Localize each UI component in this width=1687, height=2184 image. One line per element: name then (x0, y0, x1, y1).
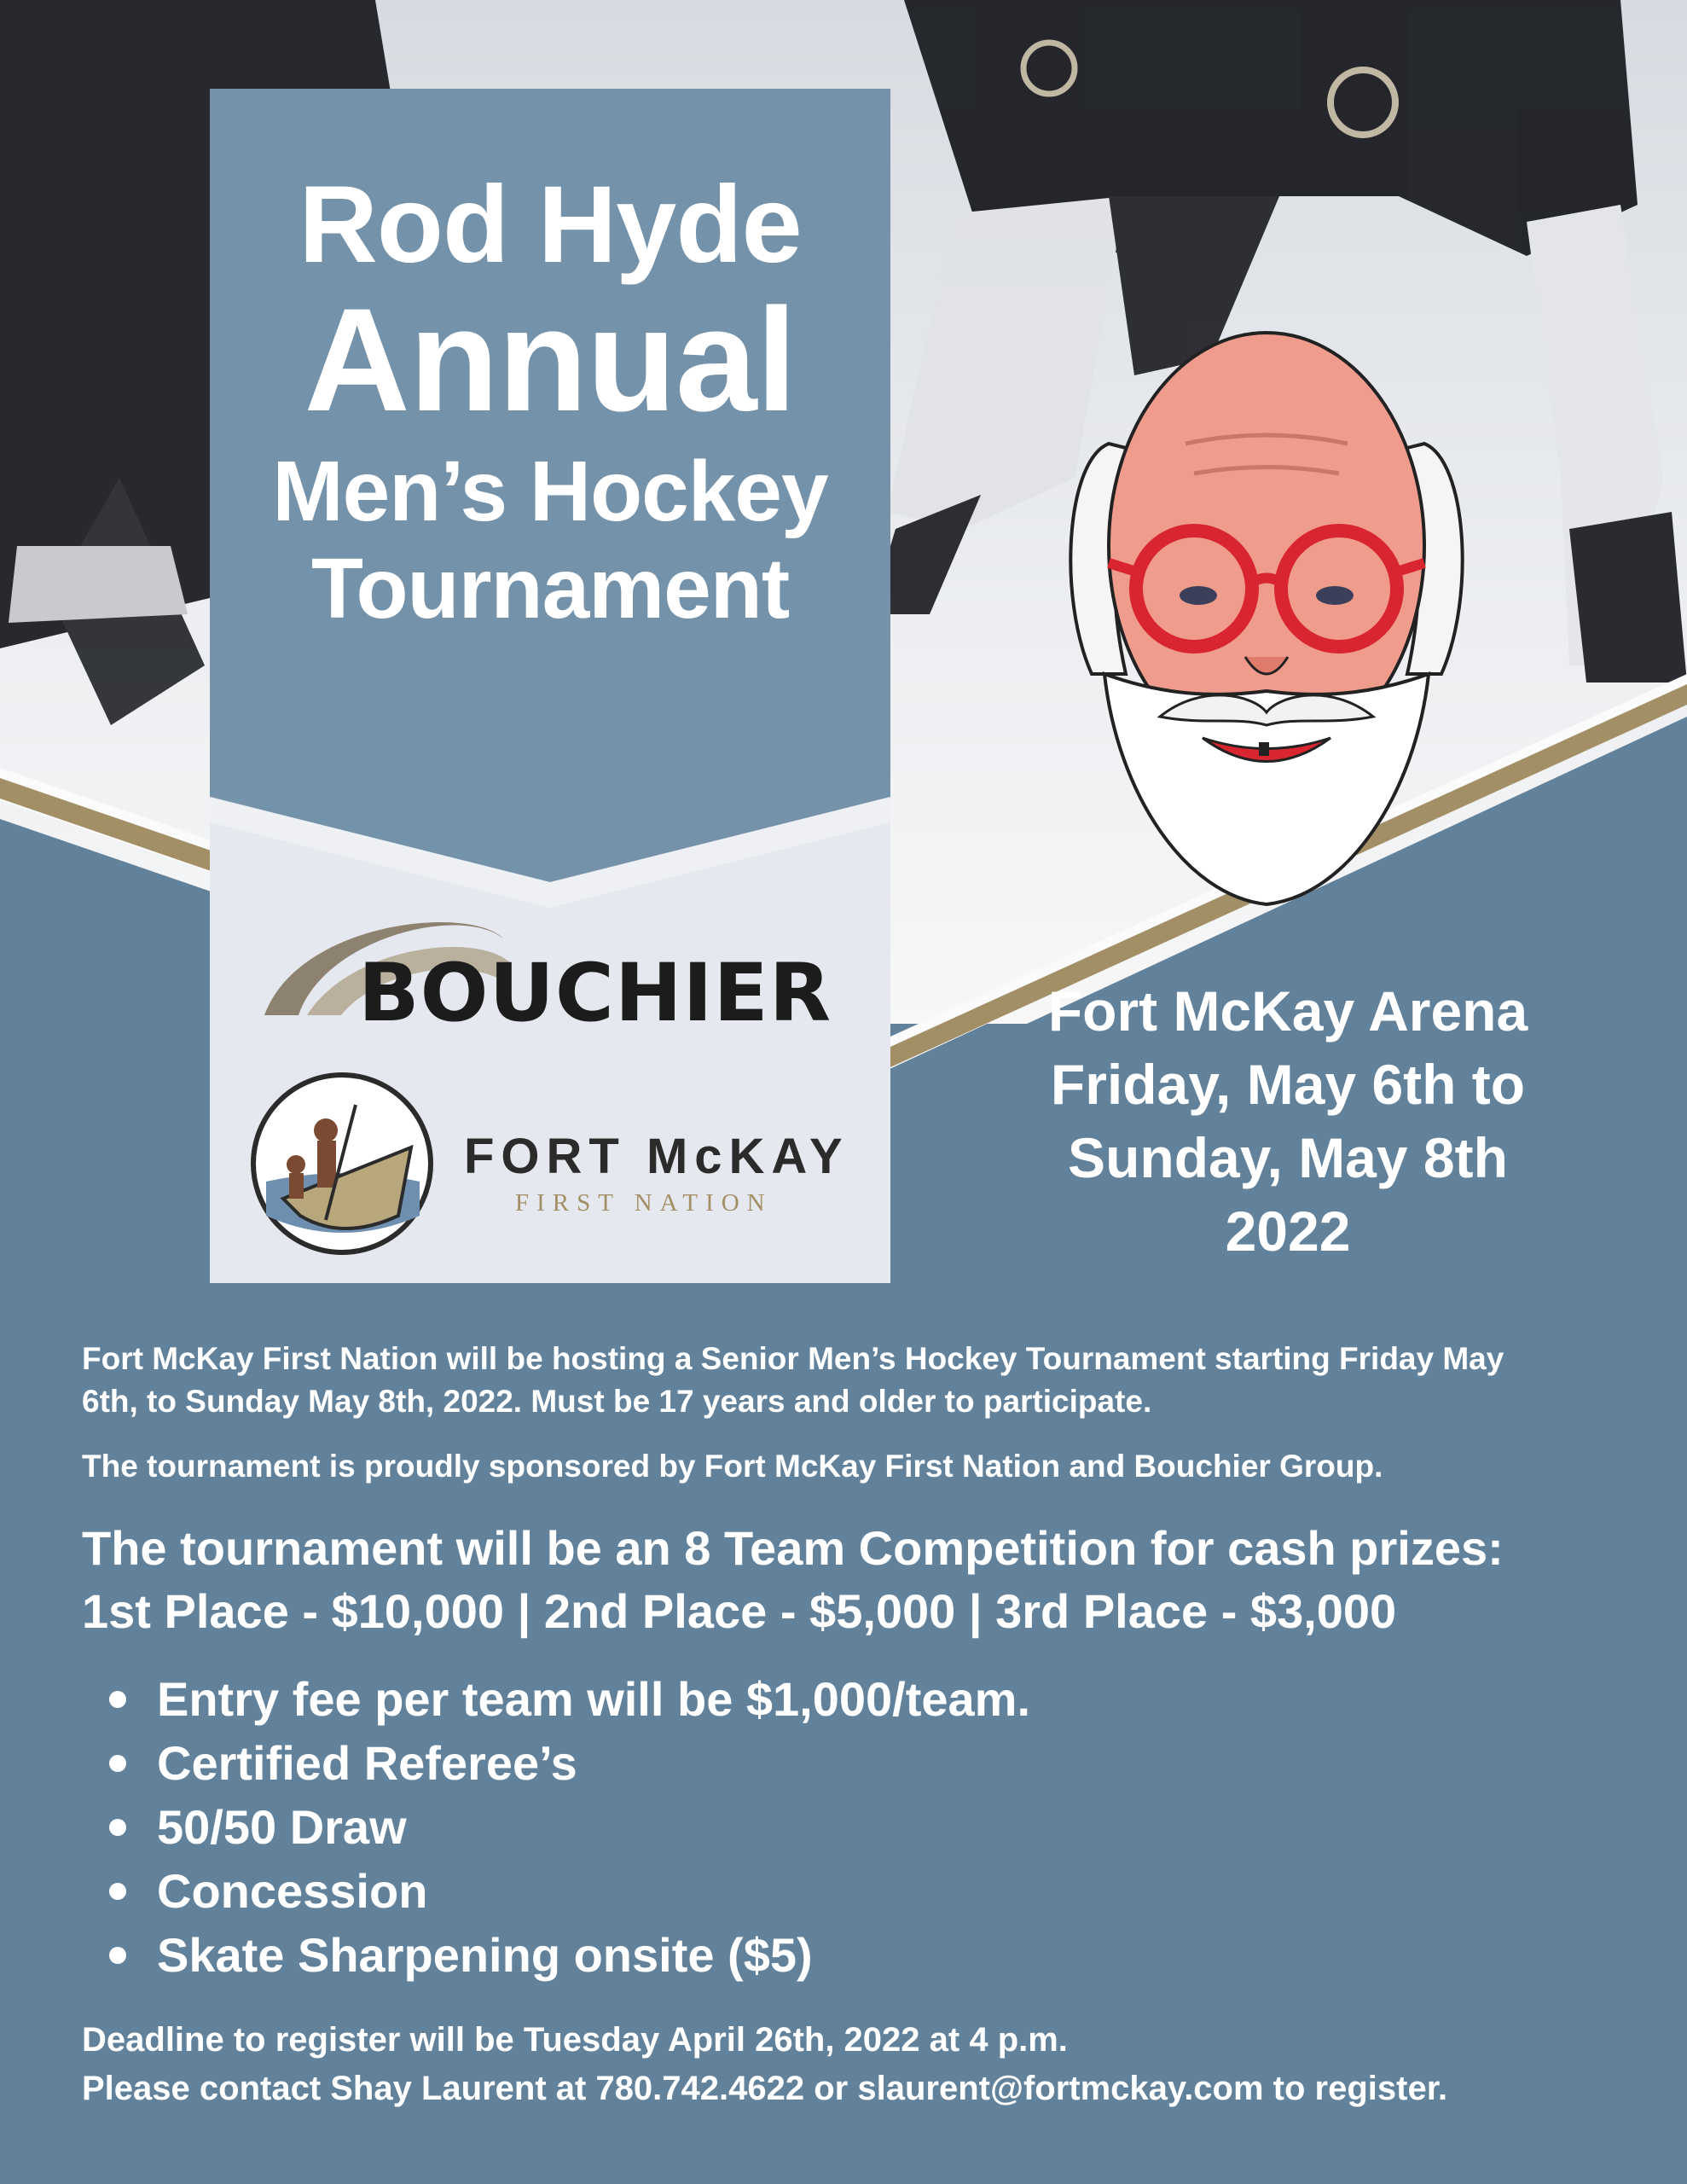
list-item-text: Skate Sharpening onsite ($5) (157, 1928, 813, 1982)
fort-mckay-logo-subtitle: FIRST NATION (515, 1189, 773, 1217)
title-line-4: Tournament (310, 541, 790, 636)
bullet-icon (109, 1691, 126, 1708)
list-item (106, 1859, 1617, 1923)
intro-paragraph: Fort McKay First Nation will be hosting a Senior Men’s Hockey Tournament starting Friday May 6th, to Sunday May 8th, 2022. Must be 17 years and older to participate. (82, 1341, 1504, 1419)
list-item-text: Concession (157, 1864, 428, 1918)
competition-line: The tournament will be an 8 Team Competition for cash prizes: (82, 1521, 1504, 1575)
tournament-details (82, 1338, 1617, 2113)
tournament-title (210, 164, 890, 636)
title-line-2: Annual (304, 278, 797, 442)
list-item (106, 1667, 1617, 1731)
registration-info (82, 2016, 1617, 2113)
prizes-line: 1st Place - $10,000 | 2nd Place - $5,000 | 3rd Place - $3,000 (82, 1584, 1397, 1638)
feature-list (82, 1667, 1617, 1987)
bouchier-logo-text: BOUCHIER (358, 947, 832, 1040)
beard (1104, 674, 1429, 904)
list-item-text: Entry fee per team will be $1,000/team. (157, 1672, 1031, 1726)
sponsor-paragraph: The tournament is proudly sponsored by Fort McKay First Nation and Bouchier Group. (82, 1449, 1383, 1484)
bullet-icon (109, 1755, 126, 1772)
fort-mckay-seal-icon (249, 1071, 435, 1257)
list-item-text: Certified Referee’s (157, 1736, 577, 1790)
venue-and-dates (989, 974, 1586, 1268)
list-item (106, 1731, 1617, 1795)
title-line-1: Rod Hyde (299, 164, 802, 286)
bullet-icon (109, 1883, 126, 1900)
deadline-line: Deadline to register will be Tuesday April 26th, 2022 at 4 p.m. (82, 2021, 1068, 2059)
rod-hyde-caricature (1058, 316, 1475, 930)
venue-line-2: Friday, May 6th to (1050, 1053, 1526, 1116)
prize-summary (82, 1517, 1617, 1643)
list-item (106, 1923, 1617, 1987)
list-item-text: 50/50 Draw (157, 1800, 407, 1854)
contact-line: Please contact Shay Laurent at 780.742.4622 or slaurent@fortmckay.com to register. (82, 2070, 1448, 2107)
venue-line-4: 2022 (1225, 1199, 1351, 1263)
bullet-icon (109, 1947, 126, 1964)
list-item (106, 1795, 1617, 1859)
title-line-3: Men’s Hockey (272, 444, 828, 539)
venue-line-1: Fort McKay Arena (1047, 979, 1528, 1043)
venue-line-3: Sunday, May 8th (1068, 1126, 1508, 1189)
fort-mckay-logo-name: FORT McKAY (464, 1129, 849, 1184)
bullet-icon (109, 1819, 126, 1836)
